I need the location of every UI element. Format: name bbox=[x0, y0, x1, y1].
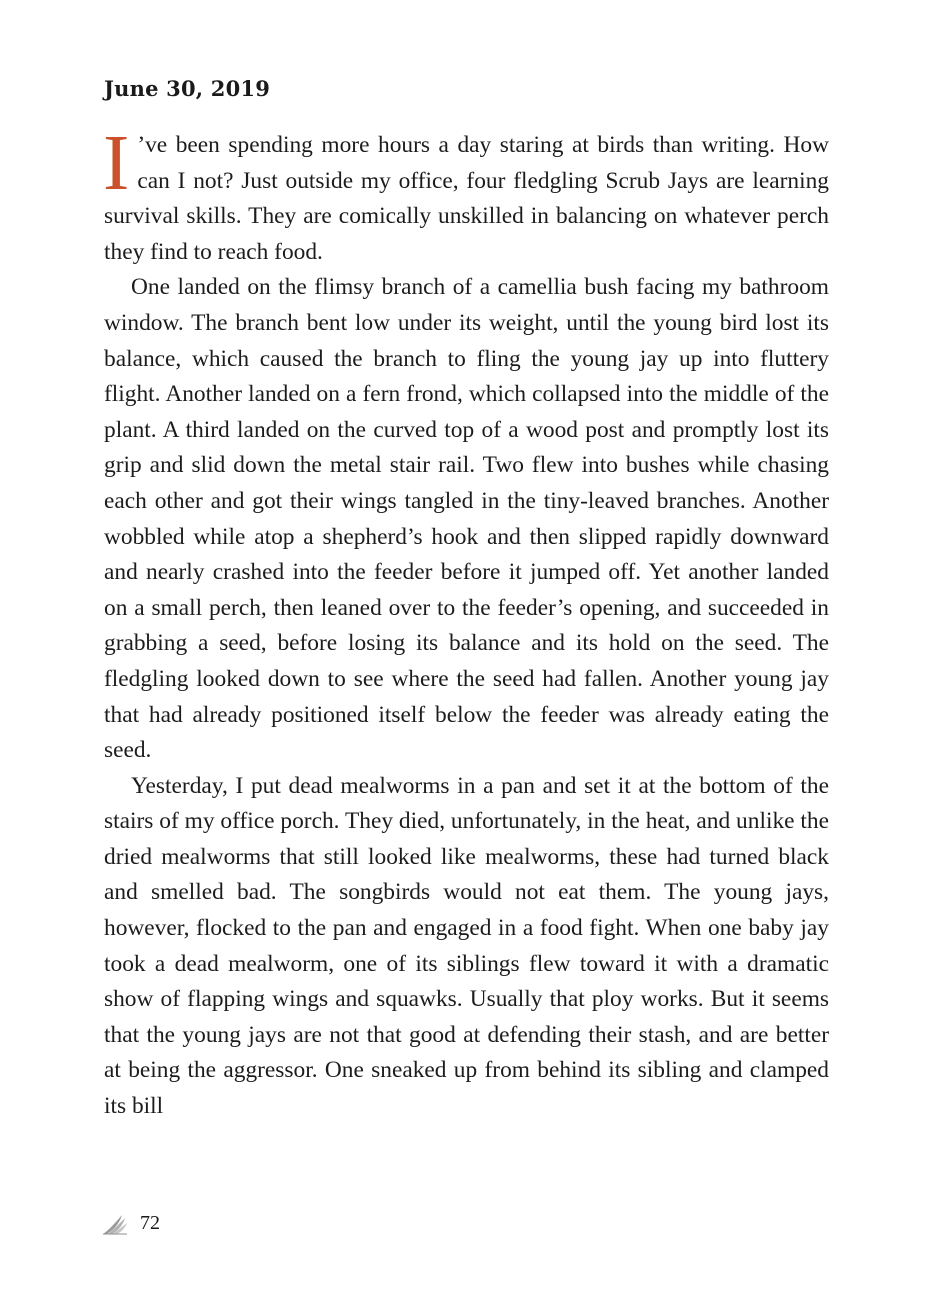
paragraph-1-text: ’ve been spending more hours a day staring at birds than writing. How can I not? Just outside my office, four fledgling Scrub Jays are learning survival skills. They are comically unskilled in balancing on whatever perch they find to reach food. bbox=[104, 132, 829, 265]
paragraph-3: Yesterday, I put dead mealworms in a pan and set it at the bottom of the stairs of my office porch. They died, unfortunately, in the heat, and unlike the dried mealworms that still looked like mealworms, these had turned black and smelled bad. The songbirds would not eat them. The young jays, however, flocked to the pan and engaged in a food fight. When one baby jay took a dead mealworm, one of its siblings flew toward it with a dramatic show of flapping wings and squawks. Usually that ploy works. But it seems that the young jays are not that good at defending their stash, and are better at being the aggressor. One sneaked up from behind its sibling and clamped its bill bbox=[104, 772, 829, 1120]
body-text bbox=[103, 120, 829, 1125]
page-number: 72 bbox=[140, 1212, 160, 1234]
paragraph-1 bbox=[103, 120, 829, 270]
drop-cap: I bbox=[103, 120, 130, 207]
entry-date: June 30, 2019 bbox=[104, 76, 271, 101]
paragraph-2: One landed on the flimsy branch of a camellia bush facing my bathroom window. The branch bent low under its weight, until the young bird lost its balance, which caused the branch to fling the young jay up into fluttery flight. Another landed on a fern frond, which collapsed into the middle of the plant. A third landed on the curved top of a wood post and promptly lost its grip and slid down the metal stair rail. Two flew into bushes while chasing each other and got their wings tangled in the tiny-leaved branches. Another wobbled while atop a shepherd’s hook and then slipped rapidly downward and nearly crashed into the feeder before it jumped off. Yet another landed on a small perch, then leaned over to the feeder’s opening, and succeeded in grabbing a seed, before losing its balance and its hold on the seed. The fledgling looked down to see where the seed had fallen. Another young jay that had already positioned itself below the feeder was already eating the seed. bbox=[104, 274, 829, 764]
page-footer bbox=[102, 1212, 160, 1235]
feather-ornament-icon bbox=[102, 1213, 128, 1235]
